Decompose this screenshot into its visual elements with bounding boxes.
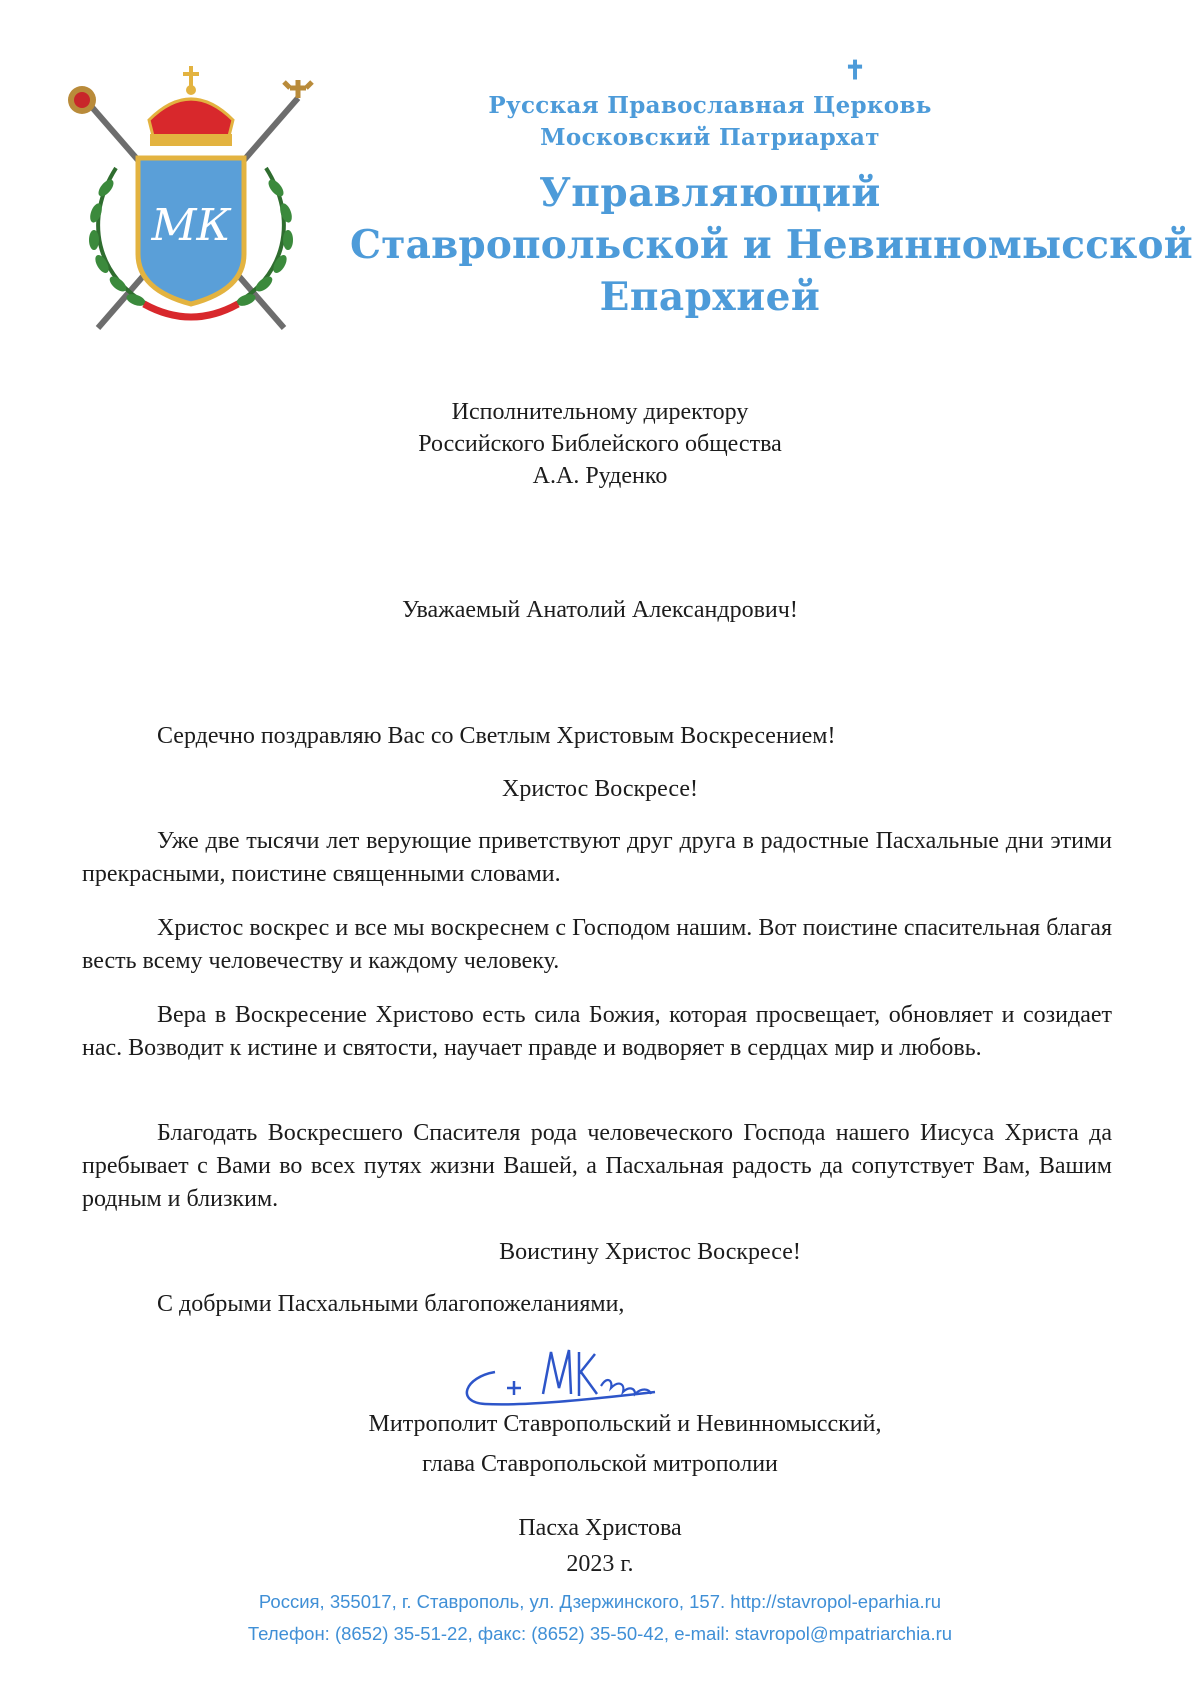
paragraph-body-3: Вера в Воскресение Христово есть сила Божия, которая просвещает, обновляет и созидает нас. Возводит к истине и святости, научает правде и водворяет в сердцах мир и любовь.	[82, 1002, 1112, 1061]
footer-address: Россия, 355017, г. Ставрополь, ул. Дзержинского, 157. http://stavropol-eparhia.ru	[258, 1591, 942, 1612]
addressee-organization: Российского Библейского общества	[418, 431, 782, 457]
paragraph-body-2: Христос воскрес и все мы воскреснем с Господом нашим. Вот поистине спасительная благая весть всему человечеству и каждому человеку.	[82, 915, 1112, 974]
addressee-position: Исполнительному директору	[451, 399, 749, 425]
addressee-name: А.А. Руденко	[532, 463, 668, 489]
closing-wishes: С добрыми Пасхальными благопожеланиями,	[157, 1291, 625, 1317]
emblem-monogram: МК	[151, 200, 231, 251]
date-year: 2023 г.	[566, 1551, 634, 1577]
title-line-3: Епархией	[599, 274, 821, 320]
header-cross	[0, 56, 1200, 86]
paragraph-congratulation: Сердечно поздравляю Вас со Светлым Христовым Воскресением!	[157, 723, 836, 749]
paragraph-body-4: Благодать Воскресшего Спасителя рода человеческого Господа нашего Иисуса Христа да пребывает с Вами во всех путях жизни Вашей, а Пасхальная радость да сопутствует Вам, Вашим родным и близким.	[82, 1120, 1112, 1212]
handwritten-signature	[455, 1322, 695, 1412]
church-name: Русская Православная Церковь	[488, 92, 932, 119]
paragraph-truly-risen: Воистину Христос Воскресе!	[499, 1239, 801, 1265]
coat-of-arms	[54, 58, 328, 348]
signatory-title: Митрополит Ставропольский и Невинномысский,	[368, 1411, 882, 1437]
date-occasion: Пасха Христова	[518, 1515, 682, 1541]
cross-icon: ✝	[844, 56, 866, 85]
signatory-position: глава Ставропольской митрополии	[422, 1451, 778, 1477]
salutation: Уважаемый Анатолий Александрович!	[402, 597, 798, 623]
patriarchate-name: Московский Патриархат	[540, 124, 880, 151]
title-line-1: Управляющий	[539, 170, 881, 216]
paragraph-body-1: Уже две тысячи лет верующие приветствуют друг друга в радостные Пасхальные дни этими прекрасными, поистине священными словами.	[82, 828, 1112, 887]
footer-contacts: Телефон: (8652) 35-51-22, факс: (8652) 35-50-42, e-mail: stavropol@mpatriarchia.ru	[247, 1623, 953, 1644]
title-line-2: Ставропольской и Невинномысской	[350, 222, 1193, 268]
paragraph-christ-is-risen: Христос Воскресе!	[501, 776, 698, 802]
